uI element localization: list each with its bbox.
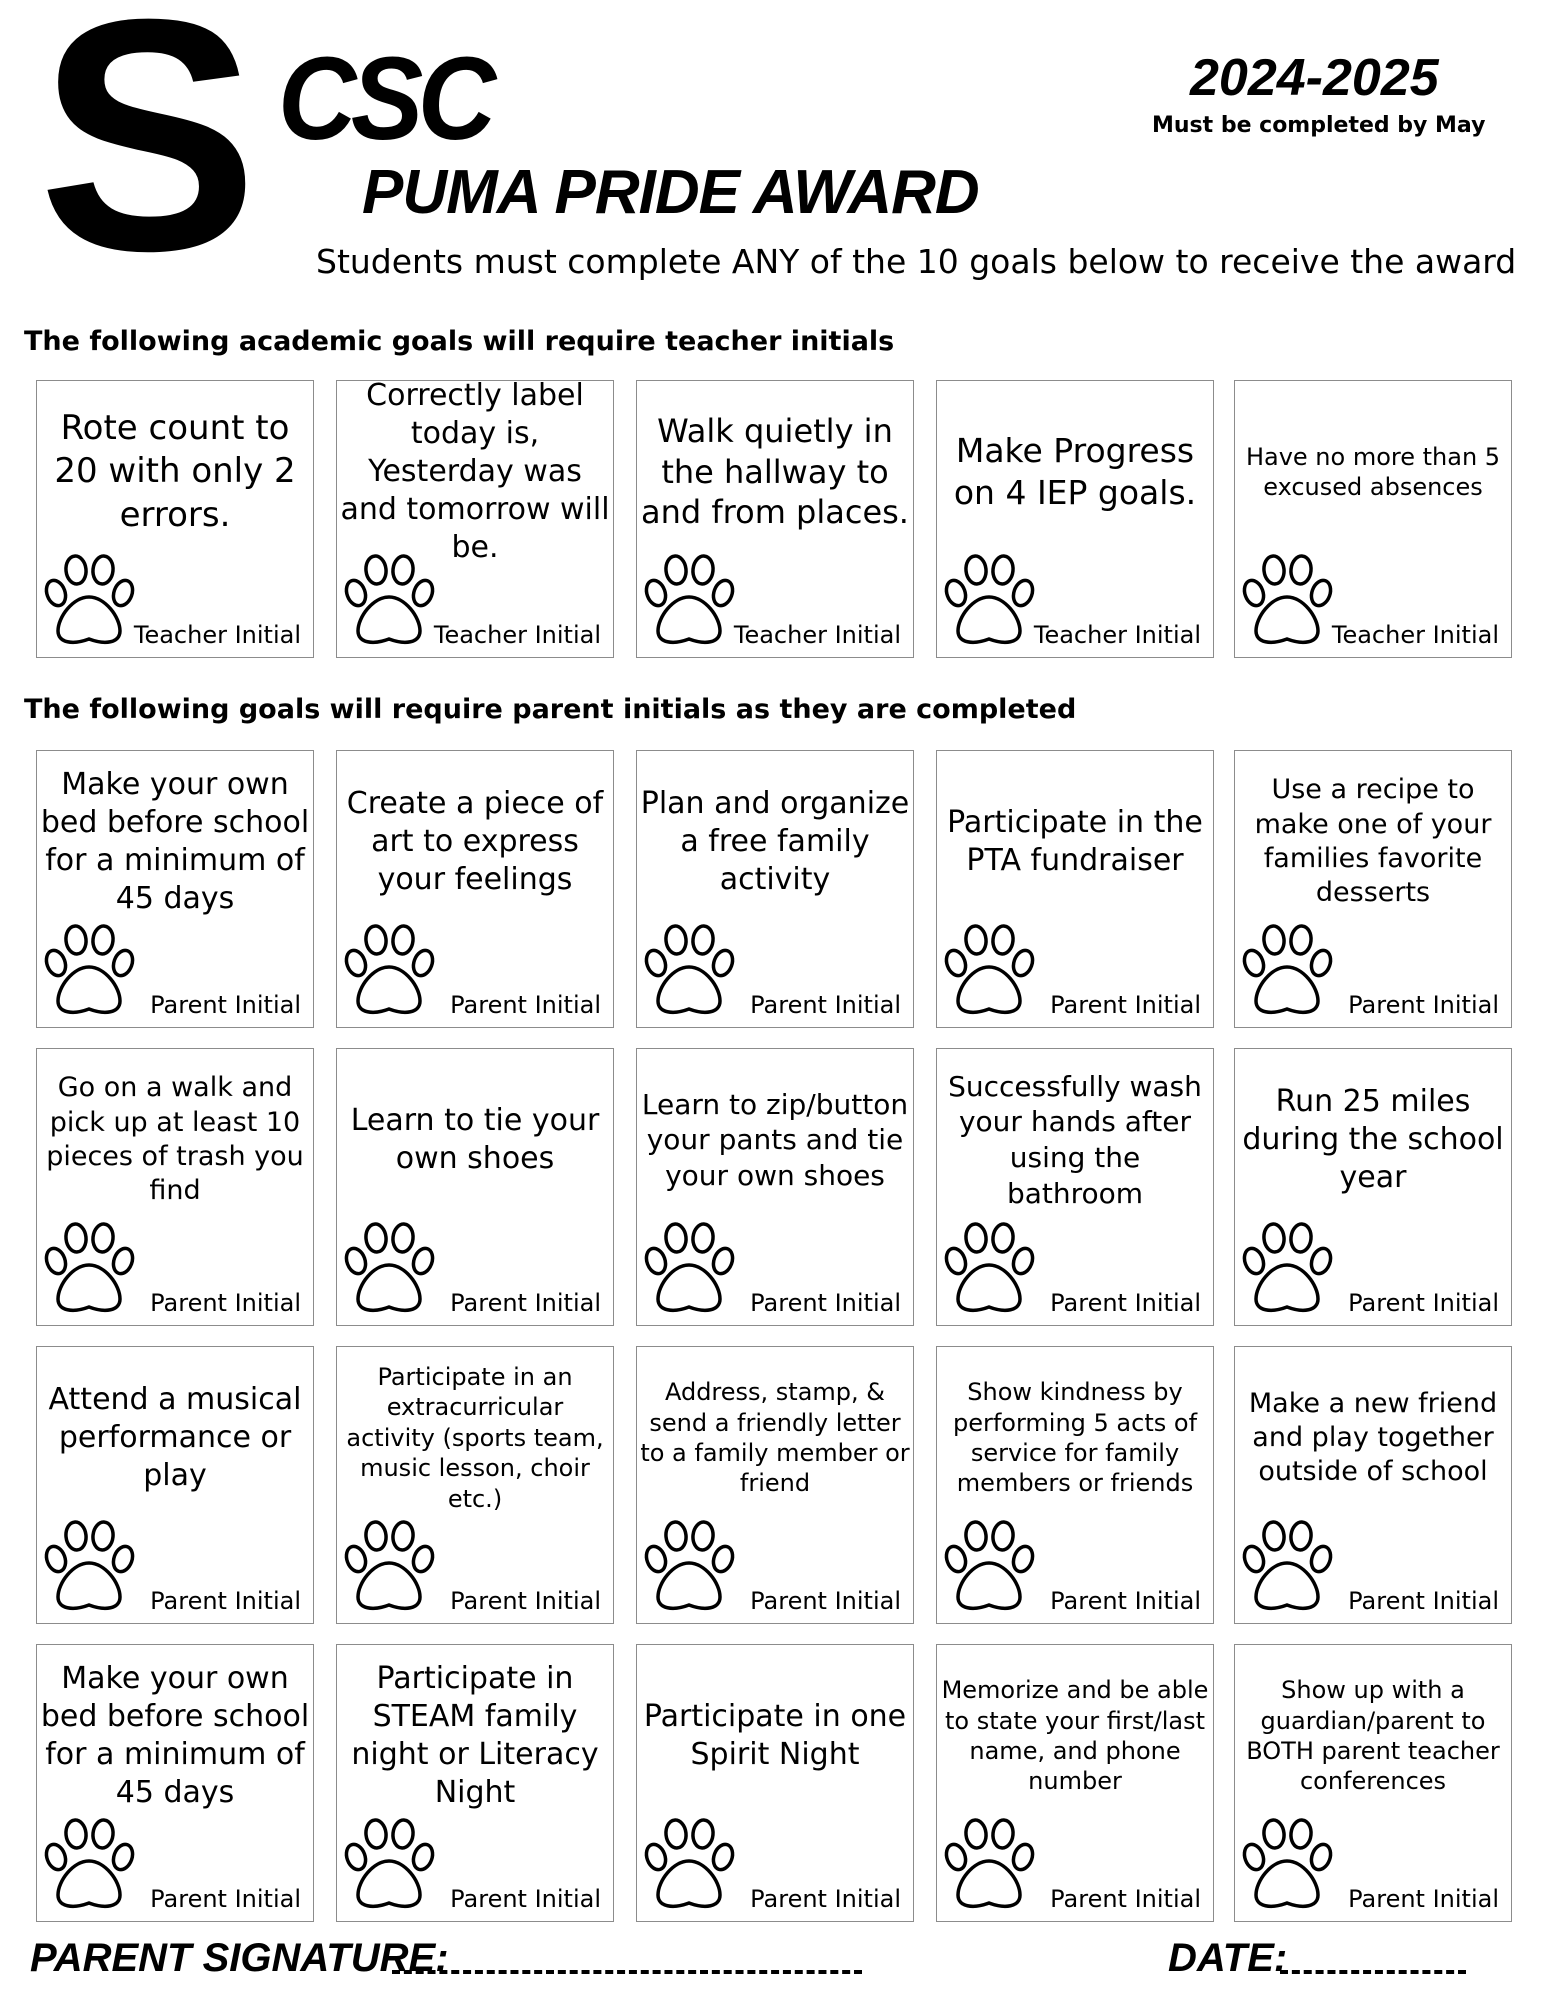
- parent-initial-label: Parent Initial: [450, 1587, 601, 1615]
- academic-initial-label: Teacher Initial: [433, 621, 601, 649]
- paw-print-icon[interactable]: [343, 553, 443, 649]
- parent-goal-text: Plan and organize a free family activity: [640, 785, 910, 898]
- academic-goal-card: [36, 380, 314, 658]
- parent-goal-text: Address, stamp, & send a friendly letter to a family member or friend: [640, 1378, 910, 1498]
- award-instructions: Students must complete ANY of the 10 goals below to receive the award: [316, 242, 1517, 281]
- paw-print-icon[interactable]: [343, 923, 443, 1019]
- parent-goal-card: [1234, 1644, 1512, 1922]
- parent-goal-card: [636, 1346, 914, 1624]
- school-name: CSC: [278, 33, 491, 165]
- parent-goal-card: [636, 1644, 914, 1922]
- parent-goal-card: [936, 1346, 1214, 1624]
- paw-print-icon[interactable]: [1241, 1519, 1341, 1615]
- parent-goal-card: [1234, 750, 1512, 1028]
- parent-initial-label: Parent Initial: [1050, 1885, 1201, 1913]
- parent-goal-card: [936, 1048, 1214, 1326]
- paw-print-icon[interactable]: [343, 1817, 443, 1913]
- parent-initial-label: Parent Initial: [150, 1885, 301, 1913]
- parent-initial-label: Parent Initial: [150, 1289, 301, 1317]
- paw-print-icon[interactable]: [943, 553, 1043, 649]
- parent-goal-text: Make your own bed before school for a minimum of 45 days: [40, 1660, 310, 1811]
- paw-print-icon[interactable]: [1241, 923, 1341, 1019]
- parent-initial-label: Parent Initial: [450, 1289, 601, 1317]
- date-line[interactable]: [1280, 1970, 1466, 1974]
- parent-initial-label: Parent Initial: [1050, 991, 1201, 1019]
- academic-initial-label: Teacher Initial: [1331, 621, 1499, 649]
- parent-initial-label: Parent Initial: [150, 991, 301, 1019]
- parent-goal-text: Show kindness by performing 5 acts of service for family members or friends: [952, 1378, 1198, 1498]
- parent-initial-label: Parent Initial: [150, 1587, 301, 1615]
- academic-goal-text: Rote count to 20 with only 2 errors.: [54, 408, 296, 535]
- parent-goal-card: [1234, 1346, 1512, 1624]
- paw-print-icon[interactable]: [343, 1221, 443, 1317]
- paw-print-icon[interactable]: [643, 923, 743, 1019]
- parent-goal-text: Use a recipe to make one of your families favorite desserts: [1254, 774, 1492, 909]
- school-year: 2024-2025: [1190, 49, 1439, 107]
- parent-section-heading: The following goals will require parent initials as they are completed: [24, 694, 1077, 725]
- deadline-note: Must be completed by May: [1152, 113, 1486, 138]
- parent-initial-label: Parent Initial: [750, 1885, 901, 1913]
- academic-goal-card: [636, 380, 914, 658]
- parent-goal-card: [1234, 1048, 1512, 1326]
- parent-goal-text: Show up with a guardian/parent to BOTH parent teacher conferences: [1246, 1676, 1500, 1796]
- paw-print-icon[interactable]: [643, 1817, 743, 1913]
- paw-print-icon[interactable]: [1241, 1221, 1341, 1317]
- parent-goal-card: [36, 750, 314, 1028]
- parent-goal-card: [336, 750, 614, 1028]
- parent-signature-label: PARENT SIGNATURE:: [30, 1936, 449, 1980]
- paw-print-icon[interactable]: [943, 923, 1043, 1019]
- parent-initial-label: Parent Initial: [1348, 1289, 1499, 1317]
- parent-goal-text: Run 25 miles during the school year: [1242, 1083, 1504, 1196]
- parent-goal-card: [36, 1644, 314, 1922]
- parent-goal-text: Successfully wash your hands after using the bathroom: [948, 1069, 1202, 1210]
- parent-initial-label: Parent Initial: [1348, 1587, 1499, 1615]
- paw-print-icon[interactable]: [943, 1817, 1043, 1913]
- parent-goal-text: Learn to tie your own shoes: [350, 1102, 600, 1176]
- parent-goal-card: [36, 1048, 314, 1326]
- academic-section-heading: The following academic goals will require teacher initials: [24, 326, 895, 357]
- parent-initial-label: Parent Initial: [1050, 1289, 1201, 1317]
- parent-goal-text: Participate in one Spirit Night: [643, 1698, 907, 1772]
- parent-goal-card: [336, 1048, 614, 1326]
- award-title: PUMA PRIDE AWARD: [362, 158, 979, 227]
- academic-goal-text: Make Progress on 4 IEP goals.: [953, 431, 1197, 512]
- parent-goal-text: Attend a musical performance or play: [48, 1381, 302, 1494]
- parent-initial-label: Parent Initial: [1348, 1885, 1499, 1913]
- paw-print-icon[interactable]: [1241, 553, 1341, 649]
- paw-print-icon[interactable]: [643, 1519, 743, 1615]
- parent-goal-text: Participate in the PTA fundraiser: [947, 804, 1203, 878]
- parent-initial-label: Parent Initial: [450, 1885, 601, 1913]
- parent-initial-label: Parent Initial: [750, 1289, 901, 1317]
- parent-goal-card: [636, 750, 914, 1028]
- parent-goal-text: Make a new friend and play together outside of school: [1248, 1387, 1498, 1488]
- academic-goal-card: [1234, 380, 1512, 658]
- parent-initial-label: Parent Initial: [1050, 1587, 1201, 1615]
- paw-print-icon[interactable]: [943, 1221, 1043, 1317]
- academic-goal-text: Walk quietly in the hallway to and from places.: [641, 412, 909, 532]
- parent-goal-text: Make your own bed before school for a minimum of 45 days: [40, 766, 310, 917]
- paw-print-icon[interactable]: [643, 1221, 743, 1317]
- parent-goal-card: [936, 1644, 1214, 1922]
- paw-print-icon[interactable]: [943, 1519, 1043, 1615]
- parent-initial-label: Parent Initial: [750, 991, 901, 1019]
- academic-initial-label: Teacher Initial: [733, 621, 901, 649]
- parent-goal-text: Memorize and be able to state your first/last name, and phone number: [941, 1676, 1209, 1796]
- parent-goal-card: [936, 750, 1214, 1028]
- parent-initial-label: Parent Initial: [1348, 991, 1499, 1019]
- academic-initial-label: Teacher Initial: [133, 621, 301, 649]
- parent-goal-card: [36, 1346, 314, 1624]
- paw-print-icon[interactable]: [43, 1221, 143, 1317]
- parent-goal-text: Participate in an extracurricular activity (sports team, music lesson, choir etc.): [346, 1362, 604, 1513]
- parent-goal-text: Participate in STEAM family night or Literacy Night: [351, 1660, 599, 1811]
- parent-goal-text: Learn to zip/button your pants and tie your own shoes: [641, 1087, 909, 1192]
- academic-goal-text: Have no more than 5 excused absences: [1245, 442, 1501, 501]
- parent-goal-card: [636, 1048, 914, 1326]
- paw-print-icon[interactable]: [343, 1519, 443, 1615]
- paw-print-icon[interactable]: [43, 553, 143, 649]
- parent-initial-label: Parent Initial: [750, 1587, 901, 1615]
- date-label: DATE:: [1168, 1936, 1288, 1980]
- paw-print-icon[interactable]: [643, 553, 743, 649]
- academic-goal-text: Correctly label today is, Yesterday was and tomorrow will be.: [340, 377, 610, 566]
- academic-initial-label: Teacher Initial: [1033, 621, 1201, 649]
- parent-goal-card: [336, 1346, 614, 1624]
- paw-print-icon[interactable]: [43, 1817, 143, 1913]
- paw-print-icon[interactable]: [43, 1519, 143, 1615]
- parent-goal-text: Create a piece of art to express your feelings: [346, 785, 604, 898]
- parent-goal-text: Go on a walk and pick up at least 10 pieces of trash you find: [46, 1072, 304, 1207]
- paw-print-icon[interactable]: [43, 923, 143, 1019]
- school-logo-letter: S: [38, 0, 253, 319]
- paw-print-icon[interactable]: [1241, 1817, 1341, 1913]
- parent-goal-card: [336, 1644, 614, 1922]
- academic-goal-card: [336, 377, 614, 658]
- parent-initial-label: Parent Initial: [450, 991, 601, 1019]
- parent-signature-line[interactable]: [392, 1970, 862, 1974]
- academic-goal-card: [936, 380, 1214, 658]
